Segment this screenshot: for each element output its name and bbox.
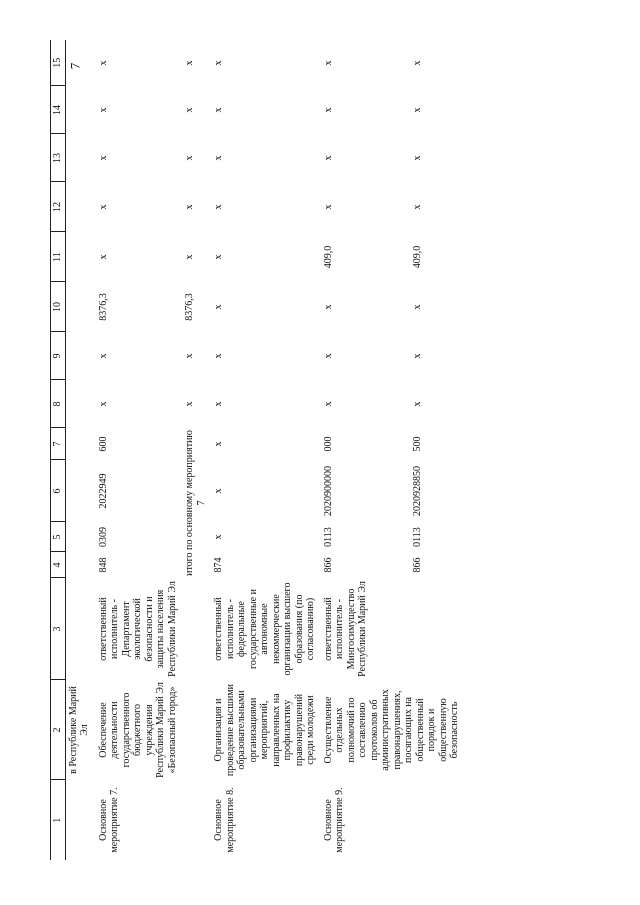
measure-name: Основное мероприятие 7.: [97, 787, 120, 853]
header-cell: 13: [51, 134, 66, 182]
header-cell: 8: [51, 380, 66, 428]
cell: х: [213, 488, 224, 494]
cell: х: [213, 107, 224, 113]
header-cell: 1: [51, 780, 66, 860]
cell: х: [213, 204, 224, 210]
table-row: [320, 40, 410, 860]
header-cell: 15: [51, 40, 66, 86]
cell: х: [184, 107, 195, 113]
responsible-executor: ответственный исполнитель - Департамент экологической безопасности и защиты населения Республики Марий Эл: [97, 581, 178, 677]
cell: х: [322, 304, 334, 310]
header-cell: 12: [51, 182, 66, 232]
cell: 2020928850: [412, 466, 424, 516]
cell: 0113: [412, 527, 424, 547]
header-cell: 14: [51, 86, 66, 134]
cell: 866: [322, 557, 334, 573]
continuation-text: в Республике Марий Эл: [67, 686, 90, 774]
cell: 000: [322, 436, 334, 452]
cell: 8376,3: [97, 293, 109, 321]
cell: х: [322, 60, 334, 66]
cell: х: [213, 304, 224, 310]
cell: 848: [97, 557, 109, 573]
cell: х: [184, 353, 195, 359]
responsible-executor: ответственный исполнитель - Мингосимущество Республики Марий Эл: [322, 581, 368, 677]
cell: х: [412, 401, 424, 407]
measure-description: Обеспечение деятельности государственного бюджетного учреждения Республики Марий Эл «Безопасный город»: [97, 682, 178, 778]
cell: х: [184, 60, 195, 66]
cell: х: [412, 204, 424, 210]
header-cell: 3: [51, 578, 66, 680]
cell: х: [213, 441, 224, 447]
cell: 409,0: [412, 245, 424, 269]
cell: х: [322, 401, 334, 407]
cell: 500: [412, 436, 424, 452]
cell: 874: [213, 557, 224, 573]
subtotal-label: итого по основному мероприятию 7: [184, 430, 207, 576]
cell: 2022949: [97, 473, 109, 509]
header-cell: 11: [51, 232, 66, 282]
rotated-table-sheet: [50, 40, 590, 860]
cell: х: [213, 401, 224, 407]
table-row: [181, 40, 210, 860]
cell: х: [322, 204, 334, 210]
header-cell: 2: [51, 680, 66, 780]
cell: х: [97, 155, 109, 161]
page-number: 7: [67, 62, 83, 70]
continuation-row: [65, 40, 95, 860]
table-row: [210, 40, 320, 860]
cell: 866: [412, 557, 424, 573]
cell: х: [97, 353, 109, 359]
budget-table: [50, 40, 464, 860]
cell: 0309: [97, 527, 109, 547]
header-cell: 4: [51, 552, 66, 578]
cell: х: [213, 60, 224, 66]
cell: х: [412, 155, 424, 161]
cell: х: [412, 60, 424, 66]
cell: х: [97, 107, 109, 113]
cell: х: [322, 353, 334, 359]
header-cell: 10: [51, 282, 66, 332]
cell: 2020900000: [322, 466, 334, 516]
measure-name: Основное мероприятие 8.: [213, 787, 236, 853]
cell: 0113: [322, 527, 334, 547]
cell: 409,0: [322, 245, 334, 269]
cell: 8376,3: [184, 293, 195, 321]
cell: х: [184, 254, 195, 260]
cell: х: [322, 107, 334, 113]
cell: х: [213, 155, 224, 161]
measure-description: Организация и проведение высшими образовательными организациями мероприятий, направленных на профилактику правонарушений среди молодежи: [213, 683, 316, 777]
measure-description: Осуществление отдельных полномочий по составлению протоколов об административных правонарушениях, посягающих на общественный порядок и общественную безопасность: [322, 689, 460, 771]
cell: х: [184, 401, 195, 407]
cell: х: [97, 401, 109, 407]
header-cell: 6: [51, 460, 66, 522]
cell: х: [412, 107, 424, 113]
cell: х: [322, 155, 334, 161]
cell: х: [184, 204, 195, 210]
cell: х: [213, 534, 224, 540]
header-cell: 7: [51, 428, 66, 460]
cell: х: [97, 60, 109, 66]
cell: х: [213, 353, 224, 359]
cell: х: [213, 254, 224, 260]
measure-name: Основное мероприятие 9.: [322, 787, 345, 853]
cell: х: [412, 353, 424, 359]
cell: х: [412, 304, 424, 310]
cell: х: [184, 155, 195, 161]
cell: х: [97, 204, 109, 210]
responsible-executor: ответственный исполнитель - федеральные государственные и автономные некоммерческие организации высшего образования (по согласованию): [213, 582, 316, 676]
cell: 600: [97, 436, 109, 452]
table-row: [95, 40, 182, 860]
header-row: [51, 40, 66, 860]
header-cell: 5: [51, 522, 66, 552]
header-cell: 9: [51, 332, 66, 380]
cell: х: [97, 254, 109, 260]
